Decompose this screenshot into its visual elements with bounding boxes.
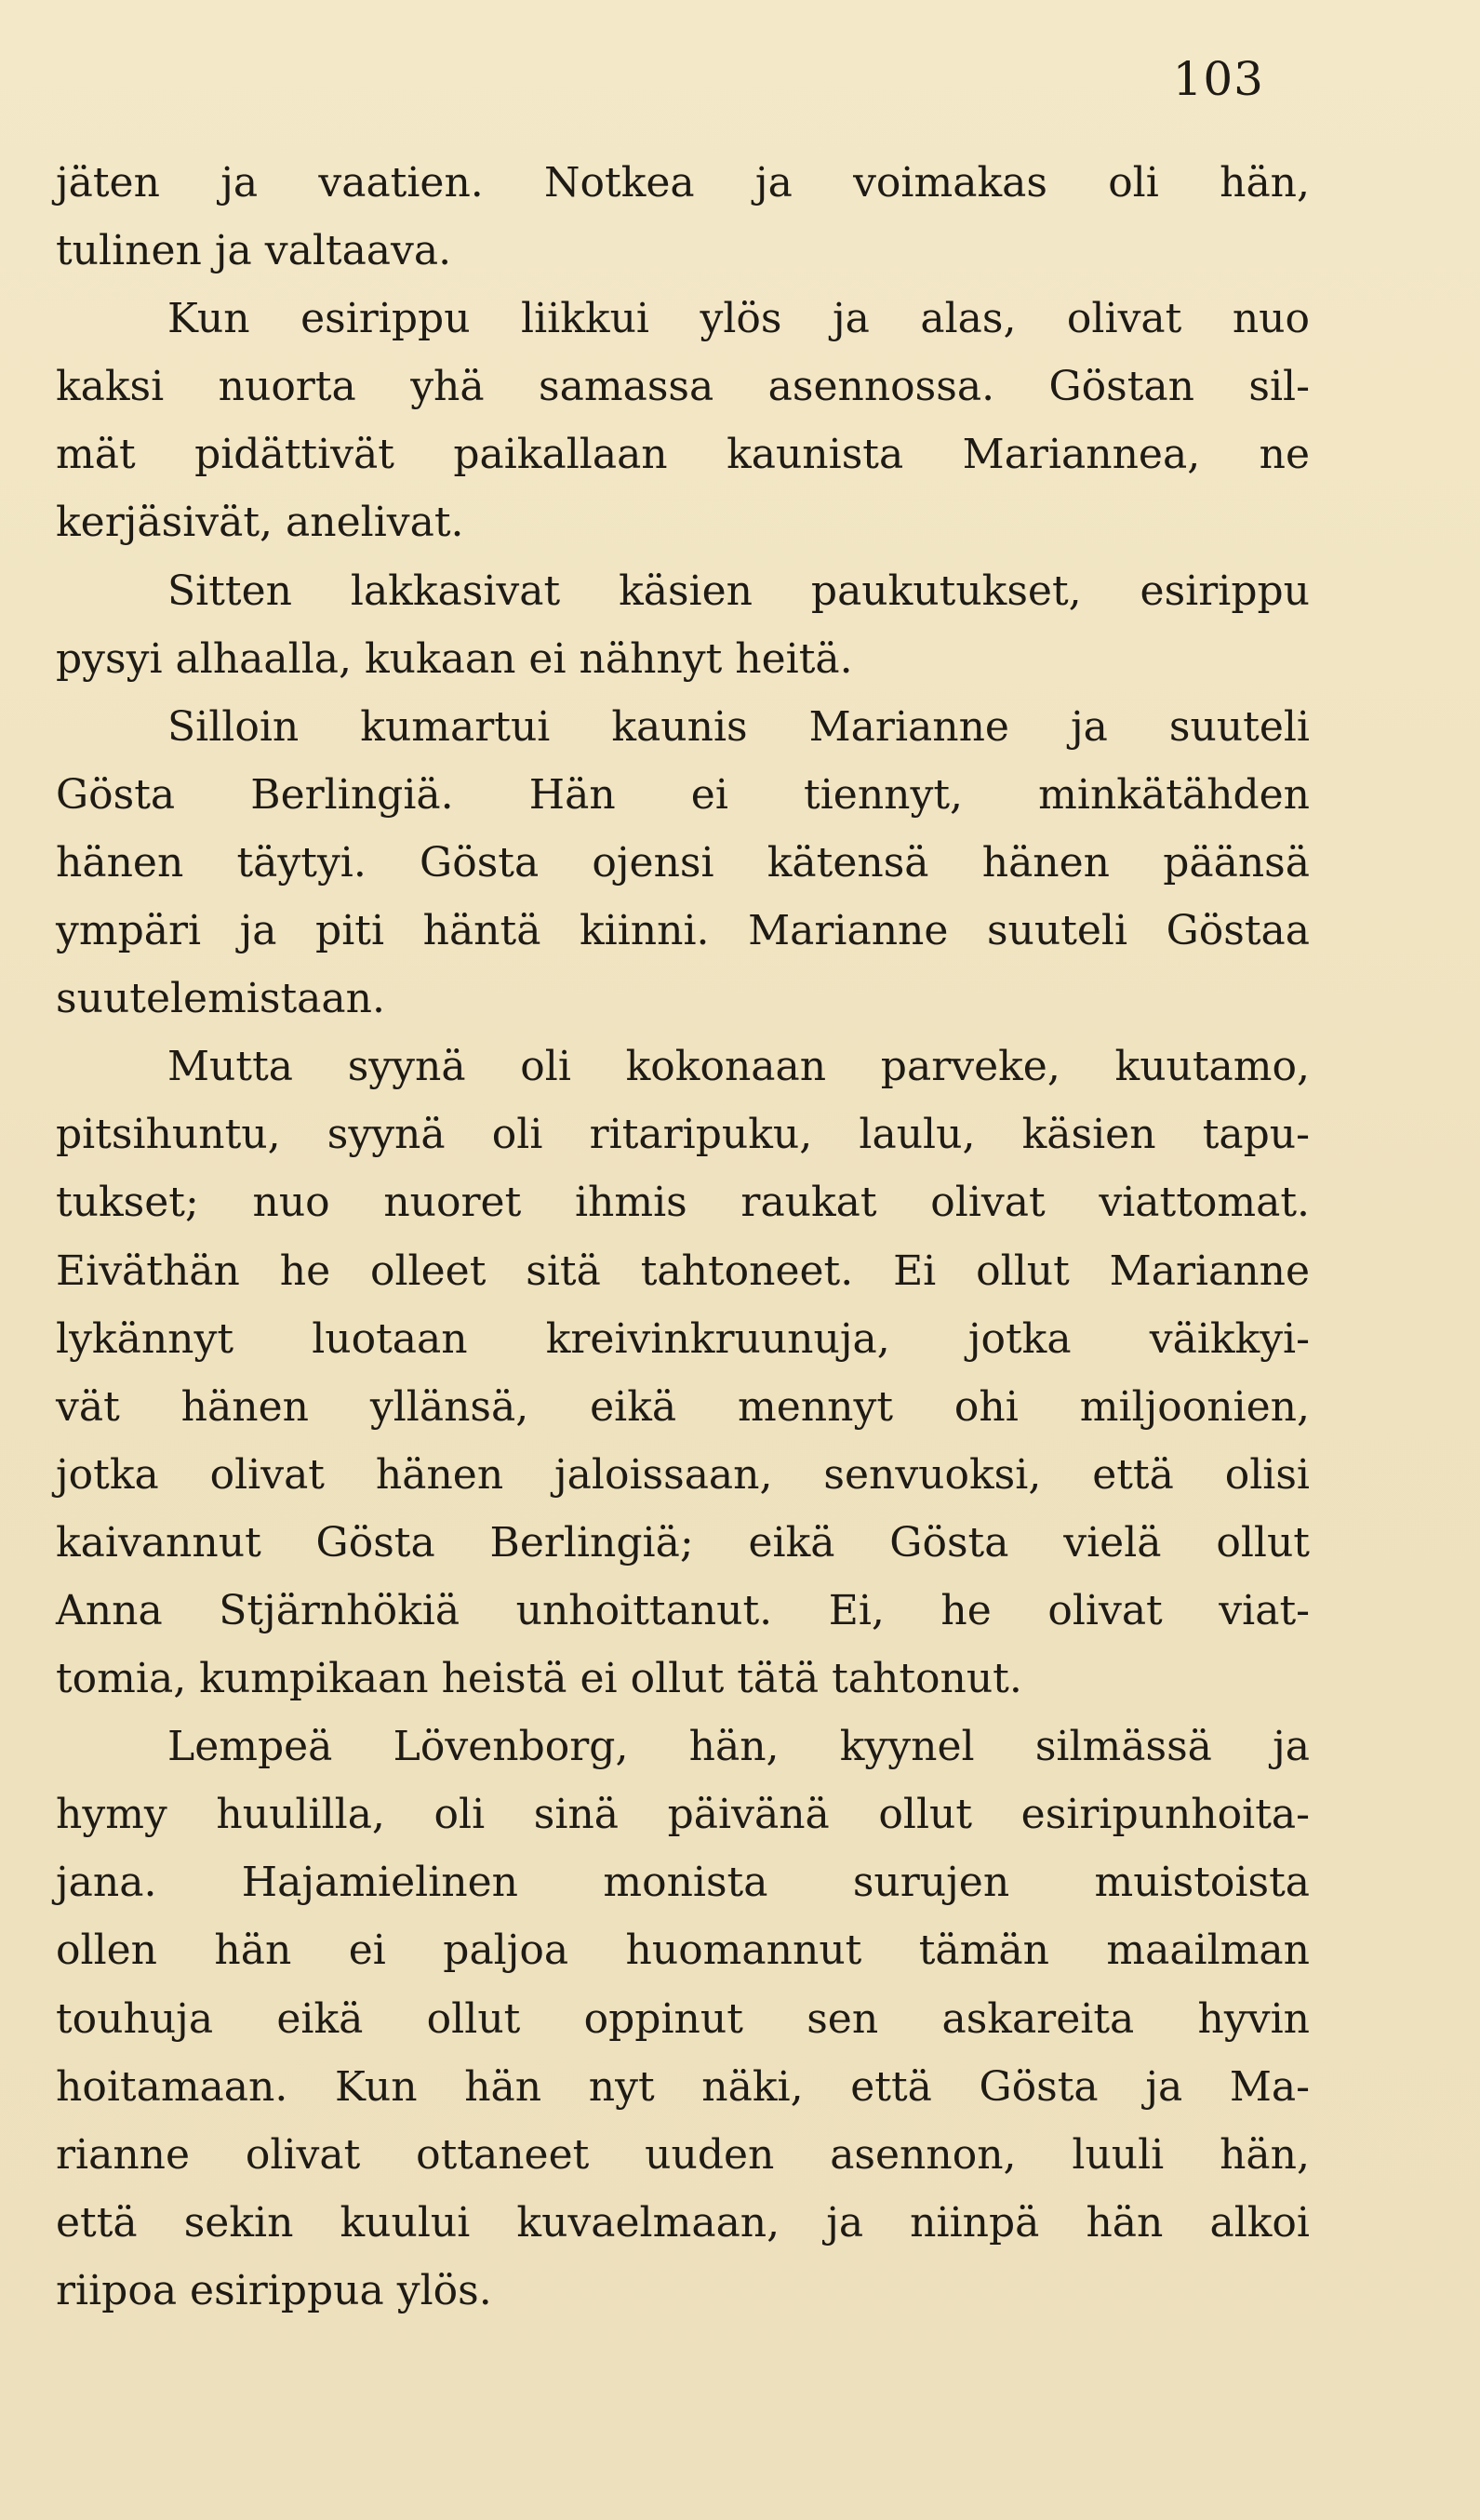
text-line: mät pidättivät paikallaan kaunista Mariannea, ne <box>56 431 1310 479</box>
text-line: Sitten lakkasivat käsien paukutukset, esirippu <box>167 567 1310 615</box>
text-line: tukset; nuo nuoret ihmis raukat olivat viattomat. <box>56 1179 1310 1227</box>
text-line: ollen hän ei paljoa huomannut tämän maailman <box>56 1927 1310 1975</box>
body-text <box>56 149 1310 2325</box>
text-line: Gösta Berlingiä. Hän ei tiennyt, minkätähden <box>56 770 1310 819</box>
text-line: hoitamaan. Kun hän nyt näki, että Gösta ja Ma- <box>56 2062 1310 2111</box>
text-line: Lempeä Lövenborg, hän, kyynel silmässä ja <box>167 1723 1310 1771</box>
text-line: Eiväthän he olleet sitä tahtoneet. Ei ollut Marianne <box>56 1247 1310 1295</box>
text-line: tomia, kumpikaan heistä ei ollut tätä tahtonut. <box>56 1655 1022 1703</box>
text-line: jäten ja vaatien. Notkea ja voimakas oli hän, <box>56 159 1310 207</box>
page-number: 103 <box>1172 52 1264 106</box>
text-line: kerjäsivät, anelivat. <box>56 499 464 547</box>
text-line: ympäri ja piti häntä kiinni. Marianne suuteli Göstaa <box>56 907 1310 955</box>
text-line: pysyi alhaalla, kukaan ei nähnyt heitä. <box>56 634 853 683</box>
text-line: Anna Stjärnhökiä unhoittanut. Ei, he olivat viat- <box>56 1586 1310 1634</box>
text-line: jana. Hajamielinen monista surujen muistoista <box>56 1859 1310 1907</box>
text-line: touhuja eikä ollut oppinut sen askareita hyvin <box>56 1994 1310 2043</box>
text-line: Kun esirippu liikkui ylös ja alas, olivat nuo <box>167 295 1310 343</box>
text-line: hymy huulilla, oli sinä päivänä ollut esiripunhoita- <box>56 1791 1310 1839</box>
text-line: Mutta syynä oli kokonaan parveke, kuutamo, <box>167 1043 1310 1091</box>
text-line: rianne olivat ottaneet uuden asennon, luuli hän, <box>56 2130 1310 2179</box>
text-line: Silloin kumartui kaunis Marianne ja suuteli <box>167 702 1310 751</box>
text-line: kaksi nuorta yhä samassa asennossa. Göstan sil- <box>56 363 1310 411</box>
text-line: kaivannut Gösta Berlingiä; eikä Gösta vielä ollut <box>56 1518 1310 1567</box>
text-line: pitsihuntu, syynä oli ritaripuku, laulu, käsien tapu- <box>56 1111 1310 1159</box>
text-line: hänen täytyi. Gösta ojensi kätensä hänen päänsä <box>56 838 1310 887</box>
text-line: jotka olivat hänen jaloissaan, senvuoksi, että olisi <box>56 1450 1310 1499</box>
text-line: suutelemistaan. <box>56 975 385 1023</box>
text-line: riipoa esirippua ylös. <box>56 2266 492 2314</box>
text-line: että sekin kuului kuvaelmaan, ja niinpä hän alkoi <box>56 2198 1310 2247</box>
text-line: tulinen ja valtaava. <box>56 227 452 275</box>
text-line: vät hänen yllänsä, eikä mennyt ohi miljoonien, <box>56 1382 1310 1431</box>
text-line: lykännyt luotaan kreivinkruunuja, jotka väikkyi- <box>56 1314 1310 1363</box>
